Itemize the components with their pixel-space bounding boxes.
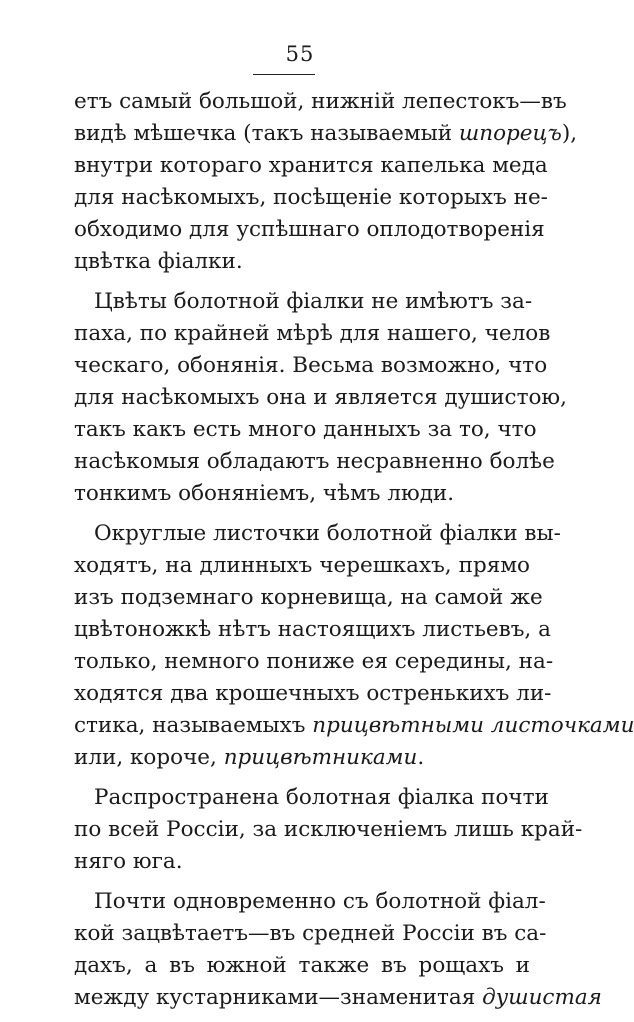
paragraph <box>74 886 602 1014</box>
text-line <box>74 518 561 550</box>
text-segment: Округлые листочки болотной фіалки вы- <box>94 521 561 546</box>
text-segment: кой зацвѣтаетъ—въ средней Россіи въ са- <box>74 921 547 946</box>
text-segment: ческаго, обонянія. Весьма возможно, что <box>74 353 548 378</box>
text-line <box>74 478 530 510</box>
text-segment: обходимо для успѣшнаго оплодотворенія <box>74 217 545 242</box>
page-number: 55 <box>285 42 315 66</box>
text-line <box>74 846 530 878</box>
text-line <box>74 950 530 982</box>
text-line <box>74 150 548 182</box>
italic-term: прицвѣтниками <box>223 745 418 770</box>
body-text <box>74 86 634 1022</box>
paragraph <box>74 518 634 774</box>
text-segment: насѣкомыя обладаютъ несравненно болѣе <box>74 449 555 474</box>
text-segment: ходятъ, на длинныхъ черешкахъ, прямо <box>74 553 530 578</box>
paragraph <box>74 782 583 878</box>
text-segment: етъ самый большой, нижній лепестокъ—въ <box>74 89 567 114</box>
text-line <box>74 886 546 918</box>
text-line <box>74 286 533 318</box>
italic-term: шпорецъ <box>458 121 562 146</box>
text-line <box>74 782 549 814</box>
text-segment: по всей Россіи, за исключеніемъ лишь край- <box>74 817 583 842</box>
text-line <box>74 318 551 350</box>
text-line <box>74 446 555 478</box>
text-segment: видѣ мѣшечка (такъ называемый <box>74 121 459 146</box>
text-line <box>74 742 530 774</box>
text-segment: ходятся два крошечныхъ остренькихъ ли- <box>74 681 552 706</box>
text-segment: Почти одновременно съ болотной фіал- <box>94 889 546 914</box>
text-line <box>74 118 578 150</box>
text-line <box>74 982 602 1014</box>
text-line <box>74 814 583 846</box>
paragraph <box>74 86 578 278</box>
paragraph <box>74 286 567 510</box>
text-segment: или, короче, <box>74 745 224 770</box>
text-segment: цвѣтоножкѣ нѣтъ настоящихъ листьевъ, а <box>74 617 551 642</box>
text-segment: только, немного пониже ея середины, на- <box>74 649 554 674</box>
text-segment: няго юга. <box>74 849 183 874</box>
text-segment: дахъ, а въ южной также въ рощахъ и <box>74 953 530 978</box>
text-segment: цвѣтка фіалки. <box>74 249 243 274</box>
text-line <box>74 614 551 646</box>
text-segment: изъ подземнаго корневища, на самой же <box>74 585 543 610</box>
text-line <box>74 678 552 710</box>
text-line <box>74 86 567 118</box>
text-segment: . <box>417 745 425 770</box>
text-line <box>74 382 567 414</box>
text-line <box>74 710 634 742</box>
text-line <box>74 182 548 214</box>
text-segment: тонкимъ обоняніемъ, чѣмъ люди. <box>74 481 455 506</box>
italic-term: душистая <box>482 985 602 1010</box>
text-line <box>74 214 545 246</box>
text-segment: Распространена болотная фіалка почти <box>94 785 549 810</box>
text-segment: для насѣкомыхъ, посѣщеніе которыхъ не- <box>74 185 548 210</box>
text-line <box>74 350 548 382</box>
page-number-rule <box>253 74 315 75</box>
text-line <box>74 550 530 582</box>
text-segment: паха, по крайней мѣрѣ для нашего, челов <box>74 321 551 346</box>
text-segment: между кустарниками—знаменитая <box>74 985 483 1010</box>
text-segment: Цвѣты болотной фіалки не имѣютъ за- <box>94 289 533 314</box>
italic-term: прицвѣтными листочками <box>312 713 634 738</box>
text-segment: ), <box>561 121 578 146</box>
text-line <box>74 582 543 614</box>
text-segment: такъ какъ есть много данныхъ за то, что <box>74 417 537 442</box>
text-segment: внутри котораго хранится капелька меда <box>74 153 548 178</box>
text-segment: стика, называемыхъ <box>74 713 313 738</box>
text-line <box>74 918 547 950</box>
text-line <box>74 646 554 678</box>
text-line <box>74 246 530 278</box>
text-line <box>74 414 537 446</box>
text-segment: для насѣкомыхъ она и является душистою, <box>74 385 567 410</box>
